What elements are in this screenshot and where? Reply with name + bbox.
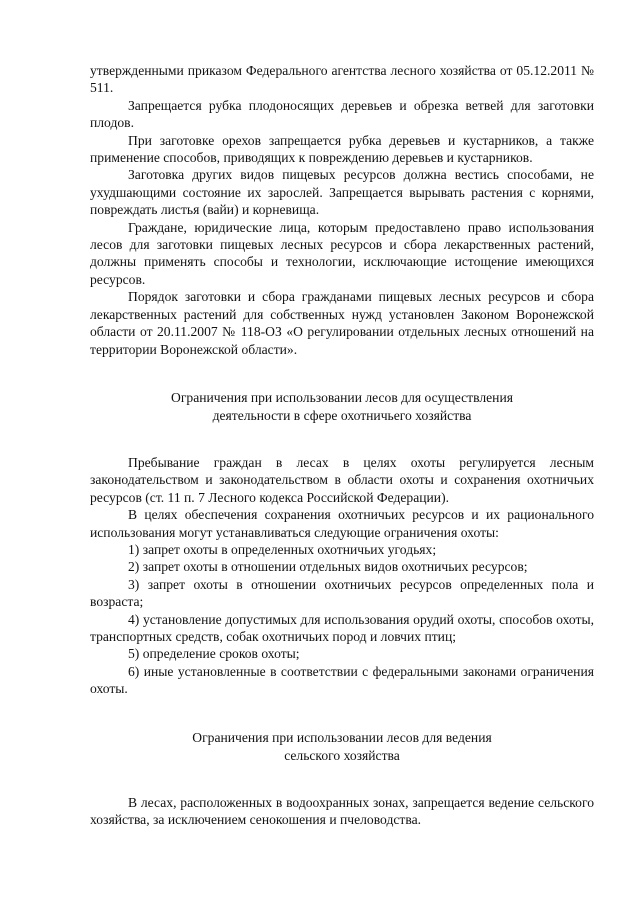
heading-line: сельского хозяйства	[284, 747, 400, 763]
heading-line: Ограничения при использовании лесов для ведения	[192, 729, 492, 745]
paragraph: Запрещается рубка плодоносящих деревьев и обрезка ветвей для заготовки плодов.	[90, 97, 594, 131]
paragraph: При заготовке орехов запрещается рубка деревьев и кустарников, а также применение способов, приводящих к повреждению деревьев и кустарников.	[90, 132, 594, 166]
paragraph: Порядок заготовки и сбора гражданами пищевых лесных ресурсов и сбора лекарственных растений для собственных нужд установлен Законом Воронежской области от 20.11.2007 № 118-ОЗ «О регулировании отдельных лесных отношений на территории Воронежской области».	[90, 289, 594, 357]
paragraph: В целях обеспечения сохранения охотничьих ресурсов и их рационального использования могут устанавливаться следующие ограничения охоты:	[90, 507, 594, 540]
spacer	[90, 425, 594, 454]
section-forest-food-resources	[90, 62, 594, 358]
paragraph: Пребывание граждан в лесах в целях охоты регулируется лесным законодательством и законодательством в области охоты и сохранения охотничьих ресурсов (ст. 11 п. 7 Лесного кодекса Российской Федерации).	[90, 454, 594, 505]
list-item: 6) иные установленные в соответствии с федеральными законами ограничения охоты.	[90, 663, 594, 697]
spacer	[90, 765, 594, 794]
list-item: 2) запрет охоты в отношении отдельных видов охотничьих ресурсов;	[128, 559, 528, 575]
heading-line: Ограничения при использовании лесов для осуществления	[171, 389, 513, 405]
section-agriculture	[90, 729, 594, 829]
list-item: 4) установление допустимых для использования орудий охоты, способов охоты, транспортных средств, собак охотничьих пород и ловчих птиц;	[90, 611, 594, 644]
paragraph: Граждане, юридические лица, которым предоставлено право использования лесов для заготовки пищевых лесных ресурсов и сбора лекарственных растений, должны применять способы и технологии, исключающие истощение имеющихся ресурсов.	[90, 219, 594, 287]
list-item: 3) запрет охоты в отношении охотничьих ресурсов определенных пола и возраста;	[90, 576, 594, 610]
list-item: 1) запрет охоты в определенных охотничьих угодьях;	[128, 541, 437, 557]
spacer	[90, 698, 594, 729]
paragraph: утвержденными приказом Федерального агентства лесного хозяйства от 05.12.2011 № 511.	[90, 63, 594, 96]
section-heading	[90, 729, 594, 765]
document-body	[90, 62, 594, 828]
section-hunting	[90, 389, 594, 698]
list-item: 5) определение сроков охоты;	[128, 646, 300, 662]
heading-line: деятельности в сфере охотничьего хозяйства	[212, 407, 472, 423]
paragraph: Заготовка других видов пищевых ресурсов должна вестись способами, не ухудшающими состояние их зарослей. Запрещается вырывать растения с корнями, повреждать листья (вайи) и корневища.	[90, 167, 594, 218]
section-heading	[90, 389, 594, 425]
spacer	[90, 358, 594, 389]
paragraph: В лесах, расположенных в водоохранных зонах, запрещается ведение сельского хозяйства, за исключением сенокошения и пчеловодства.	[90, 794, 594, 827]
